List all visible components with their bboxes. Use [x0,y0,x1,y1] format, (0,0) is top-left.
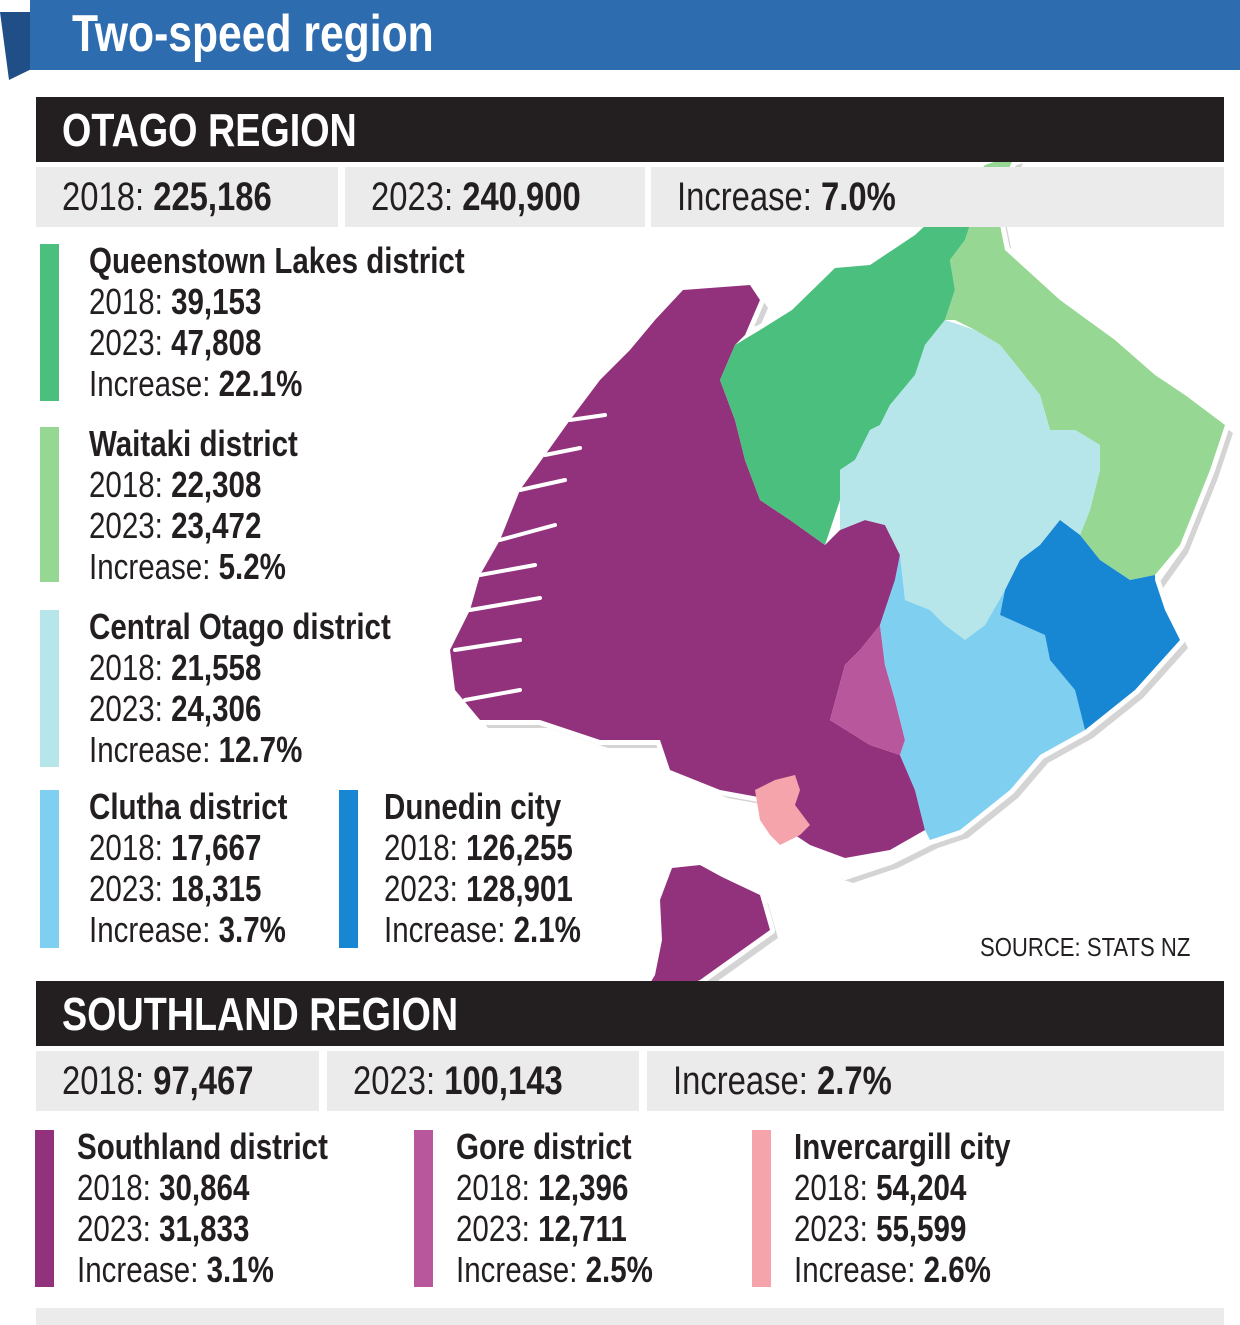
value: 21,558 [171,647,262,688]
legend-swatch [40,610,59,767]
district-increase [456,1249,653,1290]
label: Increase: [89,909,219,950]
label: 2018: [89,281,172,322]
district-increase [794,1249,1011,1290]
label: 2023: [456,1208,539,1249]
legend-swatch [414,1130,433,1287]
otago-2023-text [371,175,581,220]
southland-2023-stat [327,1051,639,1111]
district-name: Invercargill city [794,1126,1011,1167]
source-credit: SOURCE: STATS NZ [980,932,1191,962]
district-2018 [89,827,287,868]
footer-strip [36,1308,1224,1325]
label: 2023: [89,688,172,729]
legend-swatch [40,427,59,582]
value: 12,396 [538,1167,629,1208]
legend-swatch [339,790,358,948]
legend-swatch [40,244,59,401]
label: 2018: [77,1167,160,1208]
district-increase [77,1249,328,1290]
value: 47,808 [171,322,262,363]
district-2023 [89,868,287,909]
label: 2018: [384,827,467,868]
district-increase [384,909,581,950]
district-increase [89,729,391,770]
otago-2018-stat [36,167,338,227]
stat-label: Increase: [677,175,822,219]
value: 22,308 [171,464,262,505]
label: 2023: [794,1208,877,1249]
stat-label: 2018: [62,1059,154,1103]
title-banner [30,0,1240,70]
page-title: Two-speed region [72,5,434,63]
value: 24,306 [171,688,262,729]
district-2023 [89,322,465,363]
legend-text [384,786,581,950]
legend-text [89,423,298,587]
district-2023 [89,505,298,546]
district-2018 [794,1167,1011,1208]
value: 2.1% [513,909,581,950]
district-increase [89,363,465,404]
district-2018 [89,647,391,688]
value: 18,315 [171,868,262,909]
southland-increase-stat [647,1051,1224,1111]
legend-text [89,240,465,404]
district-2023 [77,1208,328,1249]
stat-label: 2023: [353,1059,445,1103]
district-increase [89,546,298,587]
value: 17,667 [171,827,262,868]
value: 30,864 [159,1167,250,1208]
stat-label: 2023: [371,175,463,219]
stat-value: 97,467 [153,1059,254,1103]
value: 12,711 [538,1208,627,1249]
label: 2023: [89,868,172,909]
district-2018 [77,1167,328,1208]
value: 2.5% [585,1249,653,1290]
label: 2018: [794,1167,877,1208]
legend-text [89,606,391,770]
value: 5.2% [218,546,286,587]
label: 2023: [384,868,467,909]
value: 12.7% [218,729,303,770]
district-2023 [794,1208,1011,1249]
legend-text [456,1126,653,1290]
value: 2.6% [923,1249,991,1290]
legend-text [794,1126,1011,1290]
southland-region-heading [36,981,1224,1046]
value: 22.1% [218,363,303,404]
otago-region-heading [36,97,1224,162]
label: Increase: [384,909,514,950]
value: 3.1% [206,1249,274,1290]
value: 39,153 [171,281,262,322]
southland-increase-text [673,1059,892,1104]
label: 2023: [89,505,172,546]
value: 23,472 [171,505,262,546]
district-2018 [384,827,581,868]
value: 3.7% [218,909,286,950]
district-name: Southland district [77,1126,328,1167]
district-2023 [384,868,581,909]
label: Increase: [77,1249,207,1290]
district-name: Gore district [456,1126,632,1167]
label: 2018: [456,1167,539,1208]
district-2018 [89,281,465,322]
district-increase [89,909,287,950]
otago-2018-text [62,175,272,220]
value: 55,599 [876,1208,967,1249]
label: 2023: [89,322,172,363]
stat-value: 240,900 [462,175,581,219]
district-name: Dunedin city [384,786,562,827]
label: Increase: [89,729,219,770]
label: 2018: [89,827,172,868]
southland-region-title: SOUTHLAND REGION [62,988,459,1040]
southland-2018-stat [36,1051,319,1111]
district-2018 [89,464,298,505]
label: Increase: [456,1249,586,1290]
otago-region-title: OTAGO REGION [62,104,357,156]
value: 128,901 [466,868,573,909]
district-name: Central Otago district [89,606,391,647]
district-2023 [89,688,391,729]
otago-increase-stat [651,167,1224,227]
stat-label: Increase: [673,1059,818,1103]
district-name: Queenstown Lakes district [89,240,465,281]
value: 31,833 [159,1208,250,1249]
district-2018 [456,1167,653,1208]
legend-text [89,786,287,950]
stat-value: 2.7% [817,1059,892,1103]
legend-swatch [40,790,59,948]
legend-swatch [35,1130,54,1287]
stat-value: 7.0% [821,175,896,219]
district-name: Waitaki district [89,423,298,464]
label: Increase: [794,1249,924,1290]
value: 126,255 [466,827,573,868]
label: 2023: [77,1208,160,1249]
otago-increase-text [677,175,896,220]
label: 2018: [89,647,172,688]
stat-value: 100,143 [444,1059,563,1103]
value: 54,204 [876,1167,967,1208]
label: 2018: [89,464,172,505]
title-banner-fold [0,12,30,80]
district-2023 [456,1208,653,1249]
legend-text [77,1126,328,1290]
otago-2023-stat [345,167,645,227]
district-name: Clutha district [89,786,288,827]
stat-value: 225,186 [153,175,272,219]
label: Increase: [89,546,219,587]
stat-label: 2018: [62,175,154,219]
southland-2023-text [353,1059,563,1104]
legend-swatch [752,1130,771,1287]
label: Increase: [89,363,219,404]
southland-2018-text [62,1059,254,1104]
